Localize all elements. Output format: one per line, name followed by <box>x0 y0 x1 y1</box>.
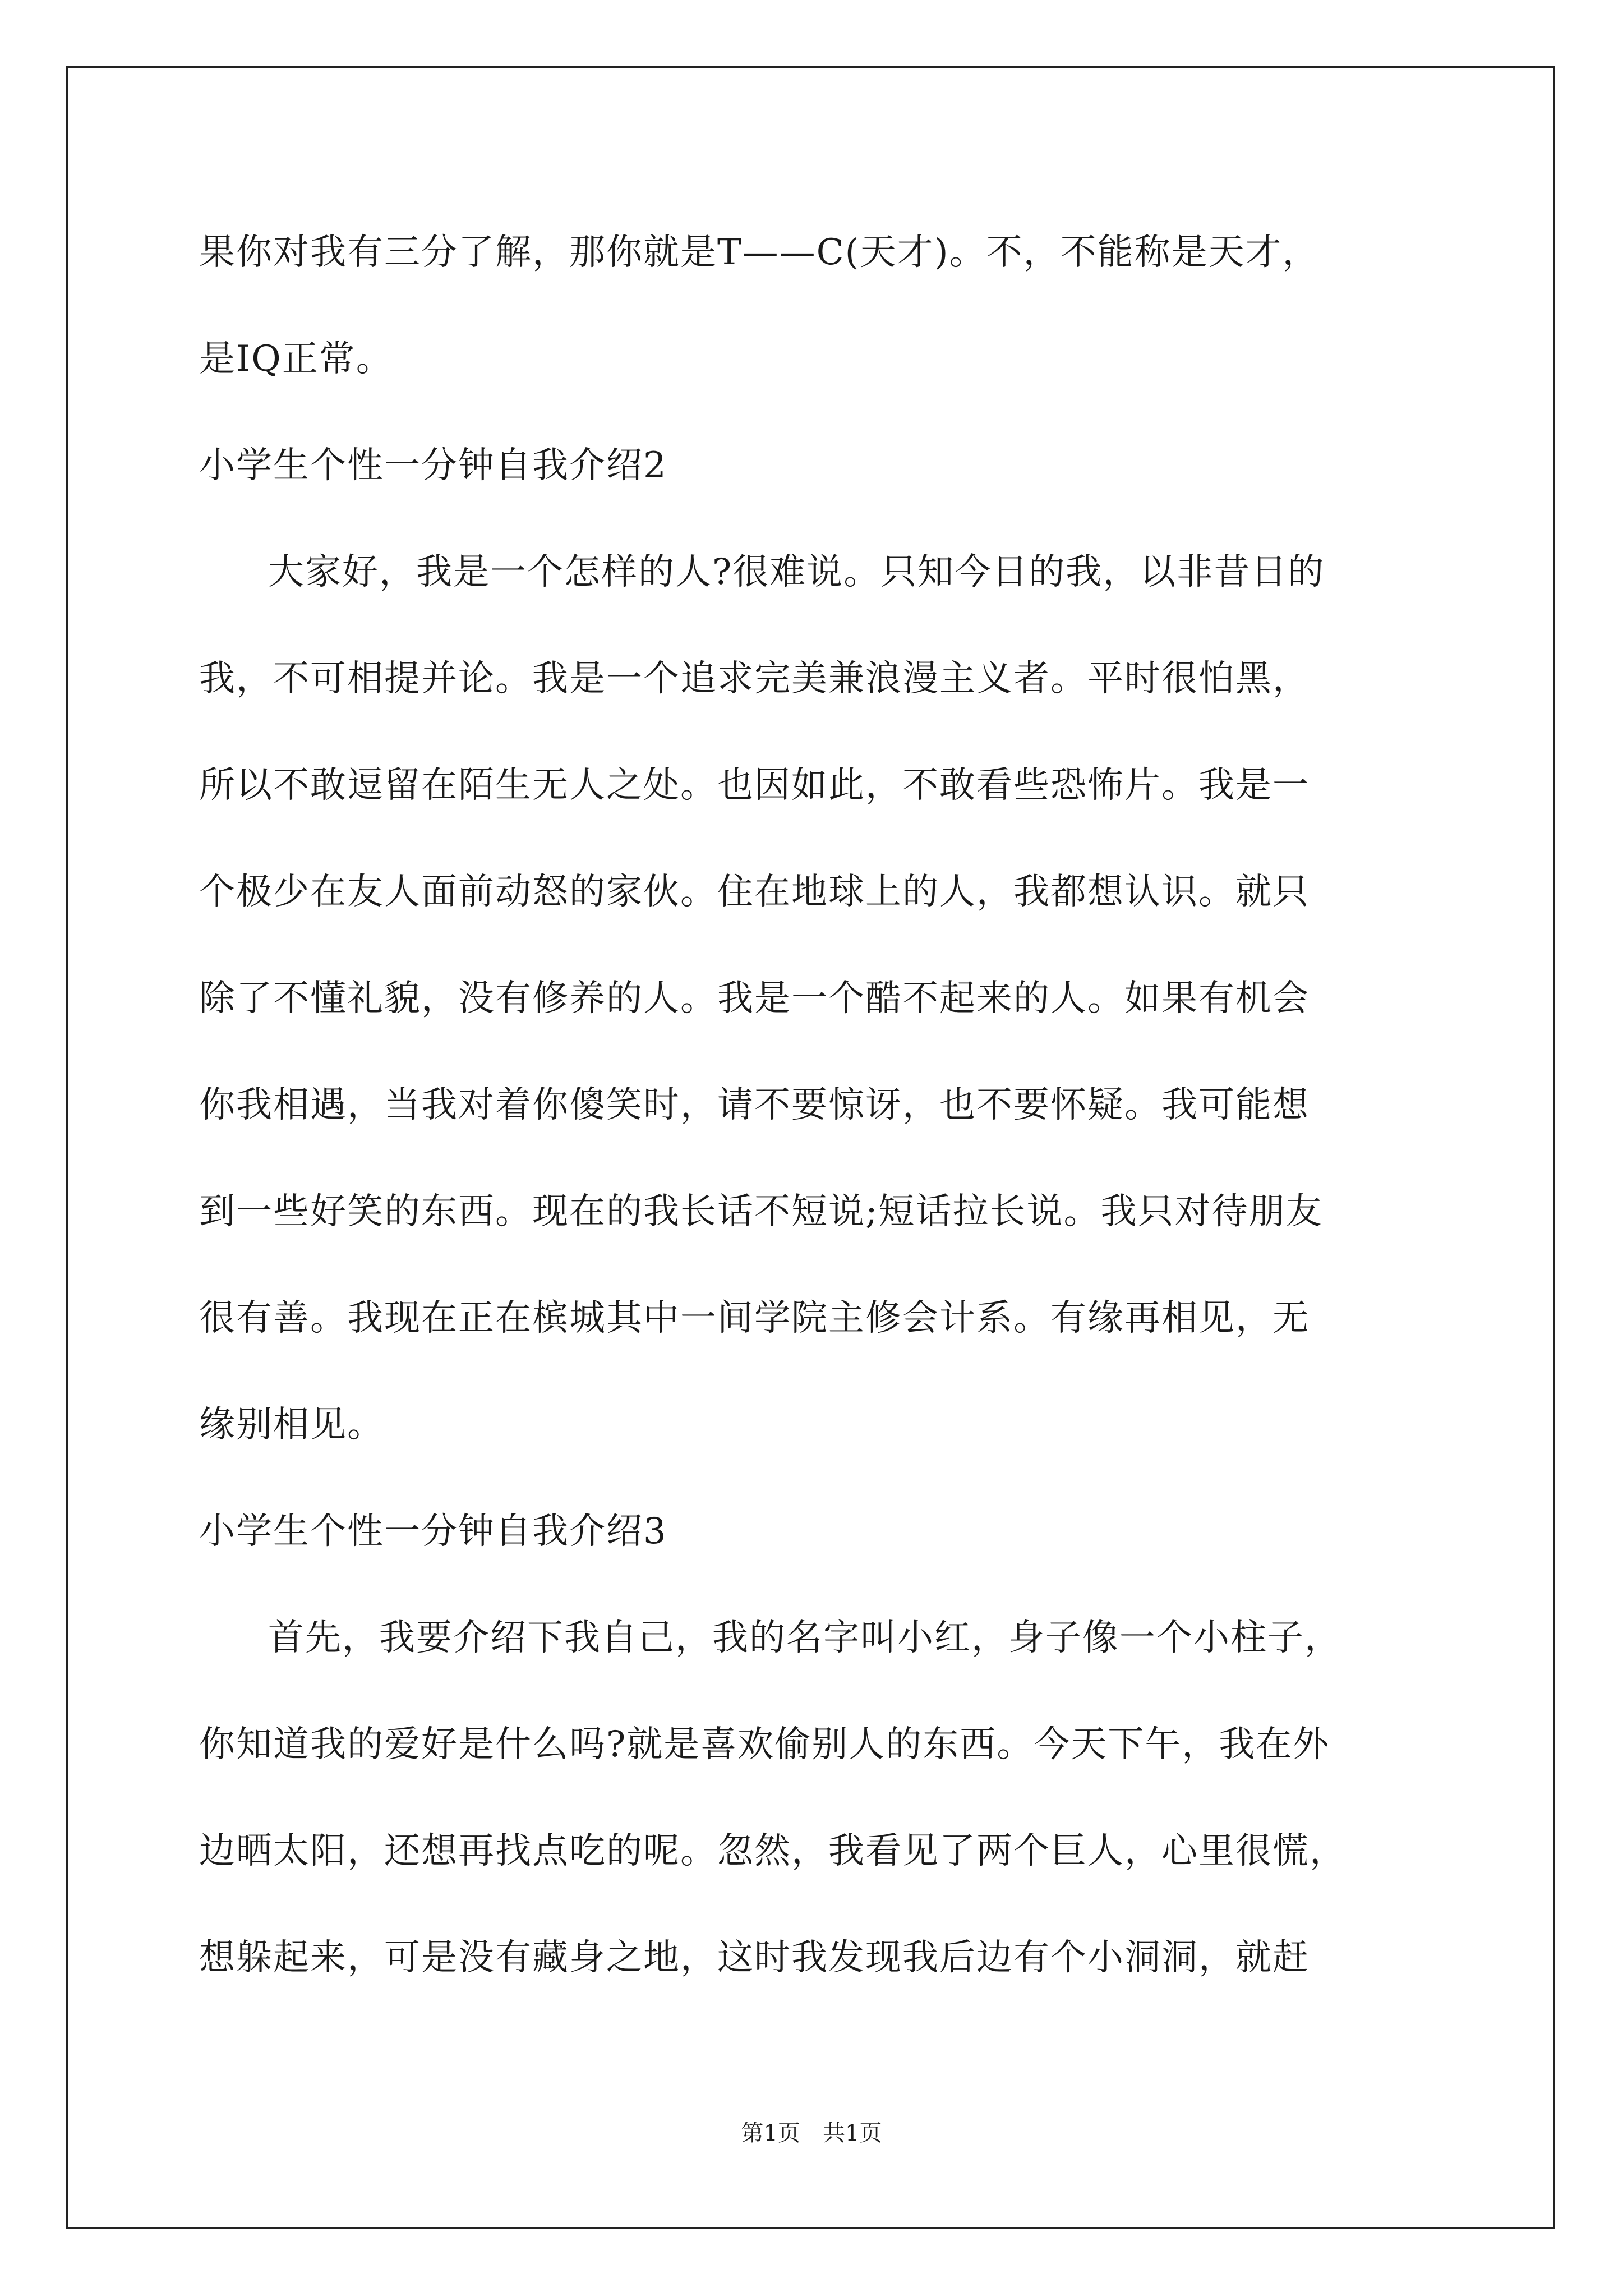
paragraph-3-line-4: 想躲起来，可是没有藏身之地，这时我发现我后边有个小洞洞，就赶 <box>199 1937 1310 1978</box>
paragraph-2-line-7: 到一些好笑的东西。现在的我长话不短说;短话拉长说。我只对待朋友 <box>199 1191 1323 1232</box>
paragraph-2-line-6: 你我相遇，当我对着你傻笑时，请不要惊讶，也不要怀疑。我可能想 <box>199 1084 1310 1126</box>
paragraph-3-line-3: 边晒太阳，还想再找点吃的呢。忽然，我看见了两个巨人，心里很慌， <box>199 1830 1347 1872</box>
paragraph-2-line-8: 很有善。我现在正在槟城其中一间学院主修会计系。有缘再相见，无 <box>199 1297 1310 1339</box>
page-border <box>66 66 1555 2229</box>
paragraph-2-line-4: 个极少在友人面前动怒的家伙。住在地球上的人，我都想认识。就只 <box>199 871 1310 913</box>
paragraph-2-line-2: 我，不可相提并论。我是一个追求完美兼浪漫主义者。平时很怕黑， <box>199 658 1310 700</box>
paragraph-1-line-1: 果你对我有三分了解，那你就是T——C(天才)。不，不能称是天才， <box>199 232 1320 273</box>
paragraph-2-line-9: 缘别相见。 <box>199 1404 384 1446</box>
page-footer: 第1页 共1页 <box>741 2120 882 2146</box>
paragraph-2-line-3: 所以不敢逗留在陌生无人之处。也因如此，不敢看些恐怖片。我是一 <box>199 765 1310 806</box>
paragraph-3-line-2: 你知道我的爱好是什么吗?就是喜欢偷别人的东西。今天下午，我在外 <box>199 1724 1330 1765</box>
paragraph-3-line-1: 首先，我要介绍下我自己，我的名字叫小红，身子像一个小柱子， <box>268 1617 1341 1659</box>
section-heading-3: 小学生个性一分钟自我介绍3 <box>199 1511 667 1552</box>
paragraph-2-line-1: 大家好，我是一个怎样的人?很难说。只知今日的我，以非昔日的 <box>268 551 1325 593</box>
section-heading-2: 小学生个性一分钟自我介绍2 <box>199 445 667 486</box>
paragraph-2-line-5: 除了不懂礼貌，没有修养的人。我是一个酷不起来的人。如果有机会 <box>199 978 1310 1019</box>
paragraph-1-line-2: 是IQ正常。 <box>199 338 393 380</box>
